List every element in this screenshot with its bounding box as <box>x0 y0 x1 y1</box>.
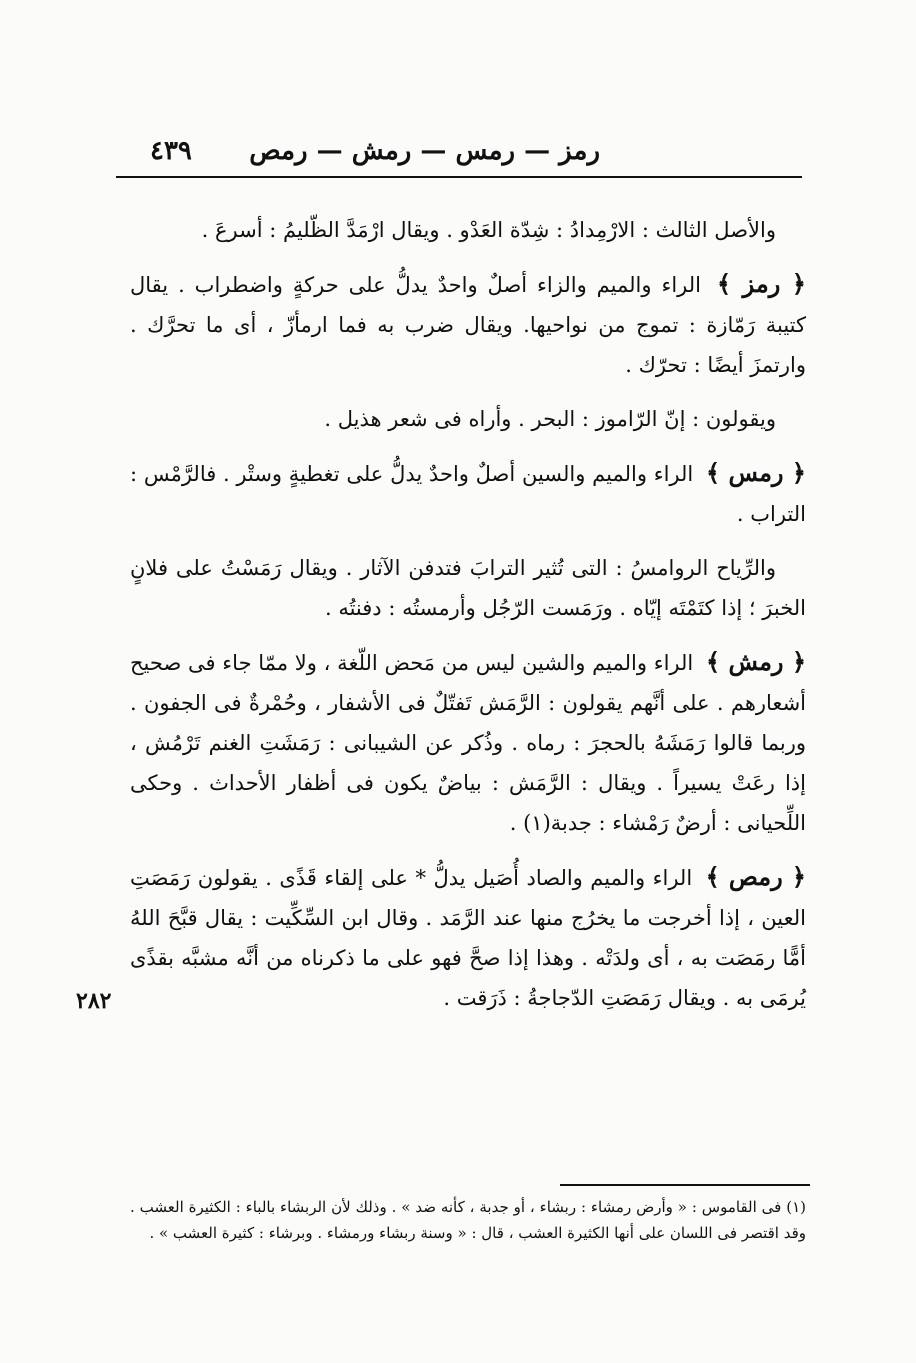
paragraph-1 <box>130 210 806 250</box>
main-text <box>130 210 806 1032</box>
entry-head-ramas: ﴿ رمص ﴾ <box>705 862 806 891</box>
entry-head-ramz: ﴿ رمز ﴾ <box>716 269 806 298</box>
entry-ramz-text: الراء والميم والزاء أصلٌ واحدٌ يدلُّ على حركةٍ واضطراب . يقال كتيبة رَمّازة : تموج من نواحيها. ويقال ضرب به فما ارمأزّ ، أى ما تحرَّك . وارتمزَ أيضًا : تحرّك . <box>130 273 806 377</box>
footnote-rule <box>560 1184 810 1186</box>
entry-ramas <box>130 857 806 1018</box>
running-head: رمز — رمس — رمش — رمص <box>249 136 600 166</box>
paragraph-3-text: ويقولون : إنّ الرّاموز : البحر . وأراه فى شعر هذيل . <box>324 407 776 431</box>
entry-head-ramash: ﴿ رمش ﴾ <box>706 647 807 676</box>
paragraph-5 <box>130 548 806 628</box>
entry-ramash <box>130 642 806 843</box>
paragraph-5-text: والرِّياح الروامسُ : التى تُثير الترابَ فتدفن الآثار . ويقال رَمَسْتُ على فلانٍ الخبرَ ؛ إذا كتَمْتَه إيّاه . ورَمَست الرّجُل وأرمستُه : دفنتُه . <box>130 556 806 620</box>
margin-number: ٢٨٢ <box>76 988 112 1014</box>
entry-ramash-text: الراء والميم والشين ليس من مَحض اللّغة ، ولا ممّا جاء فى صحيح أشعارهم . على أنَّهم يقولون : الرَّمَش تَفتّلٌ فى الأشفار ، وحُمْرةٌ فى الجفون . وربما قالوا رَمَشَهُ بالحجرَ : رماه . وذُكر عن الشيبانى : رَمَشَتِ الغنم تَرْمُش ، إذا رعَتْ يسيراً . ويقال : الرَّمَش : بياضٌ يكون فى أظفار الأحداث . وحكى اللِّحيانى : أرضٌ رَمْشاء : جدبة(١) . <box>130 651 806 835</box>
page-number: ٤٣٩ <box>150 136 192 166</box>
entry-rams-text: الراء والميم والسين أصلٌ واحدٌ يدلُّ على تغطيةٍ وستْر . فالرَّمْس : التراب . <box>130 462 806 526</box>
entry-head-rams: ﴿ رمس ﴾ <box>705 458 806 487</box>
entry-ramz <box>130 264 806 385</box>
entry-rams <box>130 453 806 534</box>
paragraph-1-text: والأصل الثالث : الارْمِدادُ : شِدّة العَدْو . ويقال ارْمَدَّ الظّليمُ : أسرعَ . <box>201 218 776 242</box>
page-header <box>120 136 800 180</box>
header-rule <box>116 176 802 178</box>
paragraph-3 <box>130 399 806 439</box>
footnote: (١) فى القاموس : « وأرض رمشاء : ربشاء ، أو جدبة ، كأنه ضد » . وذلك لأن الربشاء بالباء : الكثيرة العشب . وقد اقتصر فى اللسان على أنها الكثيرة العشب ، قال : « وسنة ربشاء ورمشاء . وبرشاء : كثيرة العشب » . <box>130 1198 806 1242</box>
entry-ramas-text: الراء والميم والصاد أُصَيل يدلُّ * على إلقاء قَذًى . يقولون رَمَصَتِ العين ، إذا أخرجت ما يخرُج منها عند الرَّمَد . وقال ابن السِّكِّيت : يقال قبَّحَ اللهُ أمًّا رمَصَت به ، أى ولدَتْه . وهذا إذا صحَّ فهو على ما ذكرناه من أنَّه مشبَّه بقذًى يُرمَى به . ويقال رَمَصَتِ الدّجاجةُ : ذَرَقت . <box>130 866 806 1010</box>
